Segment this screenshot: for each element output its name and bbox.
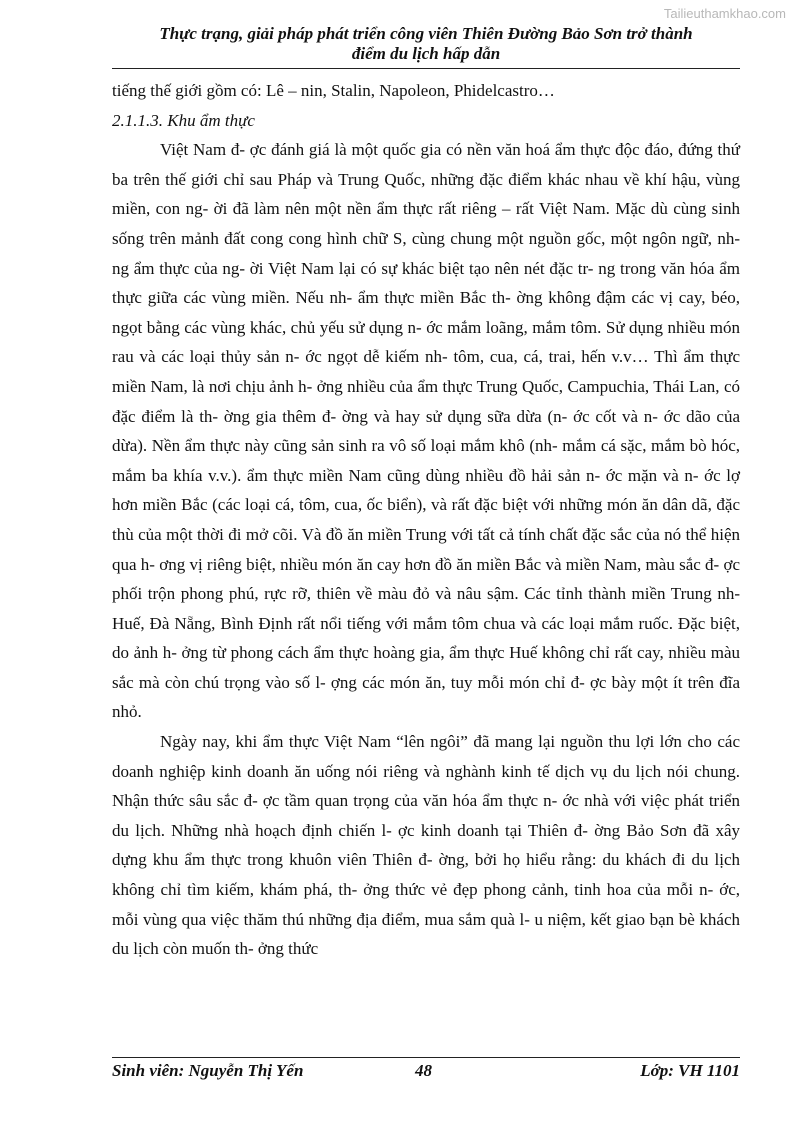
continuation-text: tiếng thế giới gồm có: Lê – nin, Stalin, Napoleon, Phidelcastro… — [112, 81, 555, 100]
footer-class: Lớp: VH 1101 — [640, 1061, 740, 1080]
footer-divider — [112, 1057, 740, 1058]
header-divider — [112, 68, 740, 69]
page-header — [112, 24, 740, 64]
header-title-line1: Thực trạng, giải pháp phát triển công viên Thiên Đường Bảo Sơn trở thành — [159, 24, 693, 43]
footer-student-name: Sinh viên: Nguyễn Thị Yến — [112, 1061, 304, 1080]
header-title-line2: điểm du lịch hấp dẫn — [351, 44, 501, 63]
paragraph-1: Việt Nam đ- ợc đánh giá là một quốc gia có nền văn hoá ẩm thực độc đáo, đứng thứ ba trên thế giới chỉ sau Pháp và Trung Quốc, những đặc điểm khác nhau về khí hậu, vùng miền, con ng- ời đã làm nên một nền ẩm thực rất riêng – rất Việt Nam. Mặc dù cùng sinh sống trên mảnh đất cong cong hình chữ S, cùng chung một nguồn gốc, một ngôn ngữ, nh- ng ẩm thực của ng- ời Việt Nam lại có sự khác biệt tạo nên nét đặc tr- ng trong văn hóa ẩm thực giữa các vùng miền. Nếu nh- ẩm thực miền Bắc th- ờng không đậm các vị cay, béo, ngọt bằng các vùng khác, chủ yếu sử dụng n- ớc mắm loãng, mắm tôm. Sử dụng nhiều món rau và các loại thủy sản n- ớc ngọt dễ kiếm nh- tôm, cua, cá, trai, hến v.v… Thì ẩm thực miền Nam, là nơi chịu ảnh h- ởng nhiều của ẩm thực Trung Quốc, Campuchia, Thái Lan, có đặc điểm là th- ờng gia thêm đ- ờng và hay sử dụng sữa dừa (n- ớc cốt và n- ớc dão của dừa). Nền ẩm thực này cũng sản sinh ra vô số loại mắm khô (nh- mắm cá sặc, mắm bò hóc, mắm ba khía v.v.). ẩm thực miền Nam cũng dùng nhiều đồ hải sản n- ớc mặn và n- ớc lợ hơn miền Bắc (các loại cá, tôm, cua, ốc biển), và rất đặc biệt với những món ăn dân dã, đặc thù của một thời đi mở cõi. Và đồ ăn miền Trung với tất cả tính chất đặc sắc của nó thể hiện qua h- ơng vị riêng biệt, nhiều món ăn cay hơn đồ ăn miền Bắc và miền Nam, màu sắc đ- ợc phối trộn phong phú, rực rỡ, thiên về màu đỏ và nâu sậm. Các tỉnh thành miền Trung nh- Huế, Đà Nẵng, Bình Định rất nổi tiếng với mắm tôm chua và các loại mắm ruốc. Đặc biệt, do ảnh h- ởng từ phong cách ẩm thực hoàng gia, ẩm thực Huế không chỉ rất cay, nhiều màu sắc mà còn chú trọng vào số l- ợng các món ăn, tuy mỗi món chỉ đ- ợc bày một ít trên đĩa nhỏ. — [112, 140, 740, 722]
page-body — [112, 76, 740, 964]
page-footer — [112, 1061, 740, 1083]
paragraph-2: Ngày nay, khi ẩm thực Việt Nam “lên ngôi” đã mang lại nguồn thu lợi lớn cho các doanh nghiệp kinh doanh ăn uống nói riêng và nghành kinh tế dịch vụ du lịch nói chung. Nhận thức sâu sắc đ- ợc tầm quan trọng của văn hóa ẩm thực n- ớc nhà với việc phát triển du lịch. Những nhà hoạch định chiến l- ợc kinh doanh tại Thiên đ- ờng Bảo Sơn đã xây dựng khu ẩm thực trong khuôn viên Thiên đ- ờng, bởi họ hiểu rằng: du khách đi du lịch không chỉ tìm kiếm, khám phá, th- ởng thức vẻ đẹp phong cảnh, tinh hoa của mỗi n- ớc, mỗi vùng qua việc thăm thú những địa điểm, mua sắm quà l- u niệm, kết giao bạn bè khách du lịch còn muốn th- ởng thức — [112, 732, 740, 959]
watermark-text: Tailieuthamkhao.com — [663, 6, 786, 21]
section-heading: 2.1.1.3. Khu ẩm thực — [112, 110, 255, 130]
page-number: 48 — [415, 1061, 432, 1080]
